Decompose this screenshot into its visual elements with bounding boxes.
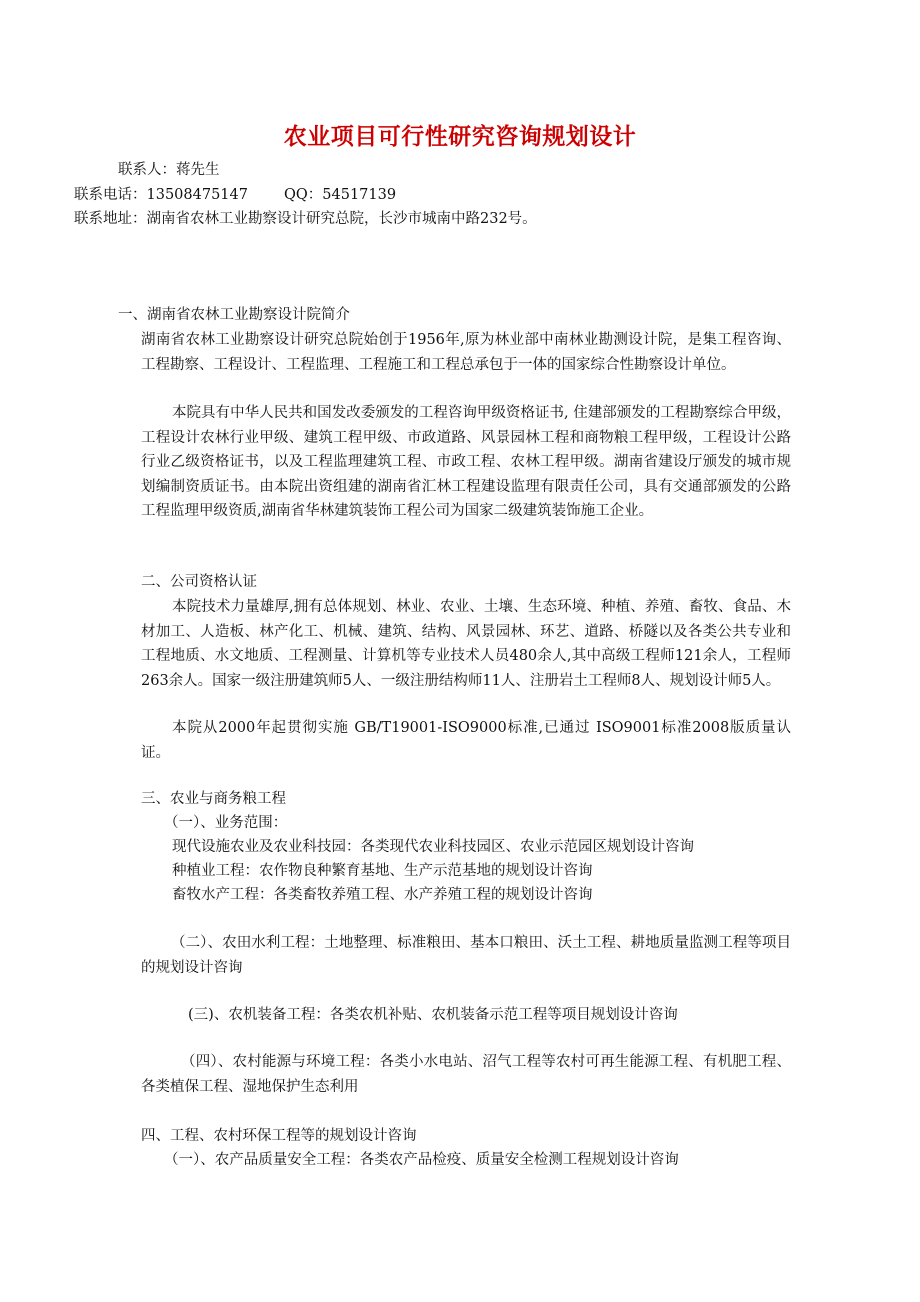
section3-heading: 三、农业与商务粮工程 [141, 791, 286, 807]
section2-heading: 二、公司资格认证 [141, 574, 257, 590]
section2-paragraph-1: 本院技术力量雄厚,拥有总体规划、林业、农业、土壤、生态环境、种植、养殖、畜牧、食品、木材加工、人造板、林产化工、机械、建筑、结构、风景园林、环艺、道路、桥隧以及各类公共专业和工程地质、水文地质、工程测量、计算机等专业技术人员480余人,其中高级工程师121余人，工程师263余人。国家一级注册建筑师5人、一级注册结构师11人、注册岩土工程师8人、规划设计师5人。 [141, 599, 791, 689]
contact-qq: QQ：54517139 [284, 187, 397, 203]
section3-subheading-1: （一）、业务范围： [164, 815, 288, 831]
section1-heading: 一、湖南省农林工业勘察设计院简介 [118, 307, 350, 323]
section3-subheading-2: （二）、农田水利工程：土地整理、标准粮田、基本口粮田、沃土工程、耕地质量监测工程等项目的规划设计咨询 [141, 935, 791, 976]
contact-address: 联系地址：湖南省农林工业勘察设计研究总院，长沙市城南中路232号。 [74, 211, 537, 227]
section3-subheading-3: (三)、农机装备工程：各类农机补贴、农机装备示范工程等项目规划设计咨询 [188, 1007, 678, 1023]
contact-person: 联系人：蒋先生 [118, 162, 220, 178]
section3-subheading-4: （四）、农村能源与环境工程：各类小水电站、沼气工程等农村可再生能源工程、有机肥工程、各类植保工程、湿地保护生态利用 [141, 1054, 791, 1095]
section3-item-2: 种植业工程：农作物良种繁育基地、生产示范基地的规划设计咨询 [172, 863, 593, 879]
section3-item-3: 畜牧水产工程：各类畜牧养殖工程、水产养殖工程的规划设计咨询 [172, 887, 593, 903]
section1-paragraph-2: 本院具有中华人民共和国发改委颁发的工程咨询甲级资格证书, 住建部颁发的工程勘察综合甲级，工程设计农林行业甲级、建筑工程甲级、市政道路、风景园林工程和商物粮工程甲级，工程设计公路行业乙级资格证书，以及工程监理建筑工程、市政工程、农林工程甲级。湖南省建设厅颁发的城市规划编制资质证书。由本院出资组建的湖南省汇林工程建设监理有限责任公司，具有交通部颁发的公路工程监理甲级资质,湖南省华林建筑装饰工程公司为国家二级建筑装饰施工企业。 [141, 405, 791, 520]
section1-paragraph-1: 湖南省农林工业勘察设计研究总院始创于1956年,原为林业部中南林业勘测设计院，是集工程咨询、工程勘察、工程设计、工程监理、工程施工和工程总承包于一体的国家综合性勘察设计单位。 [141, 332, 791, 373]
section2-paragraph-2: 本院从2000年起贯彻实施 GB/T19001-ISO9000标准,已通过 ISO9001标准2008版质量认证。 [141, 720, 791, 761]
section4-heading: 四、工程、农村环保工程等的规划设计咨询 [141, 1128, 417, 1144]
section3-item-1: 现代设施农业及农业科技园：各类现代农业科技园区、农业示范园区规划设计咨询 [172, 839, 694, 855]
section4-subheading-1: （一）、农产品质量安全工程：各类农产品检疫、质量安全检测工程规划设计咨询 [164, 1152, 679, 1168]
contact-phone: 联系电话：13508475147 [74, 187, 248, 203]
page-title: 农业项目可行性研究咨询规划设计 [283, 124, 637, 150]
